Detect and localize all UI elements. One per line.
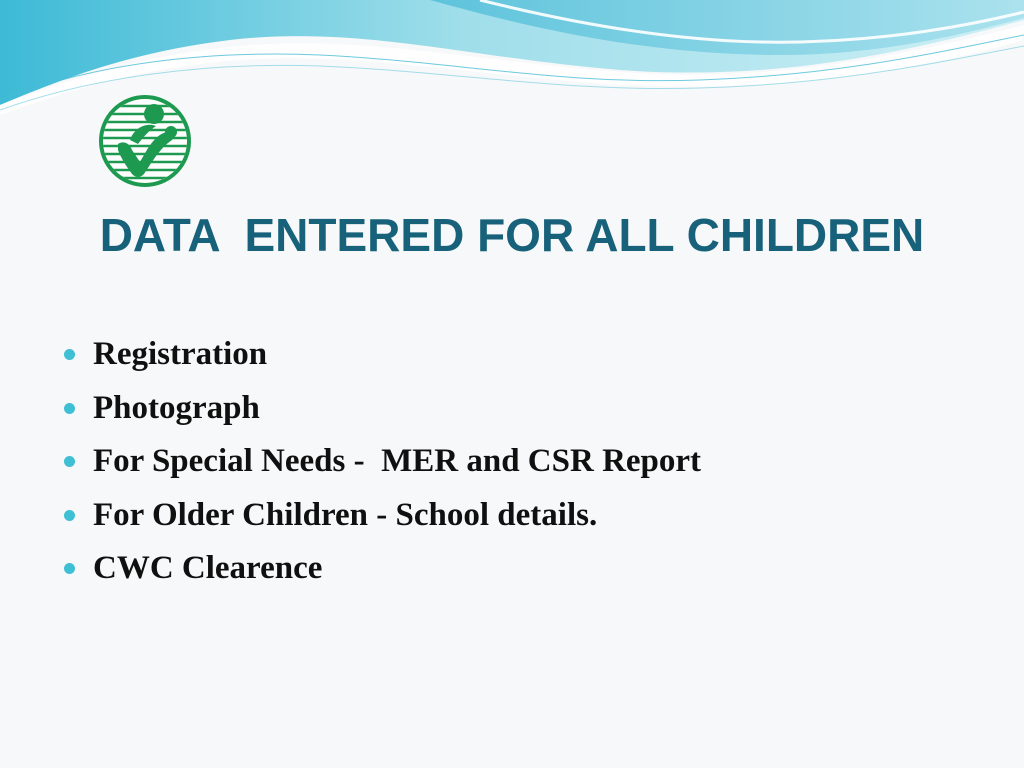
bullet-text: CWC Clearence xyxy=(93,550,323,586)
bullet-dot-icon xyxy=(64,563,75,574)
bullet-list xyxy=(64,330,702,598)
list-item xyxy=(64,330,268,384)
slide-title: DATA ENTERED FOR ALL CHILDREN xyxy=(99,209,925,261)
bullet-text: Photograph xyxy=(93,389,260,426)
bullet-text: For Older Children - School details. xyxy=(93,496,598,533)
bullet-text: Registration xyxy=(93,336,268,372)
bullet-dot-icon xyxy=(64,456,75,467)
list-item xyxy=(64,384,260,438)
list-item xyxy=(64,544,323,598)
bullet-dot-icon xyxy=(64,349,75,360)
list-item xyxy=(64,437,702,491)
bullet-dot-icon xyxy=(64,510,75,521)
list-item xyxy=(64,491,598,545)
bullet-text: For Special Needs - MER and CSR Report xyxy=(93,443,702,479)
mother-child-logo-icon xyxy=(96,92,196,192)
bullet-dot-icon xyxy=(64,403,75,414)
